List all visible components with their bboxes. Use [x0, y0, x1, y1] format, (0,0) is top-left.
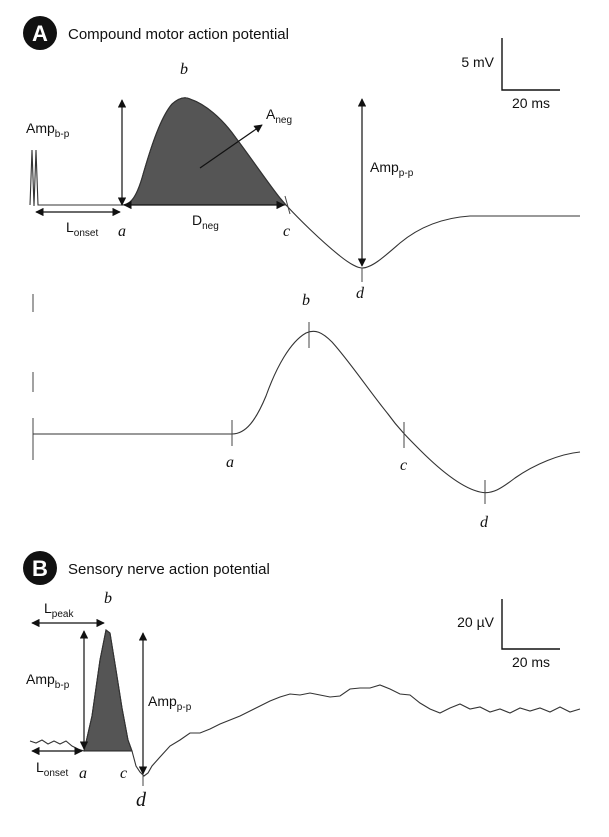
panel-a-scale-x: 20 ms — [511, 95, 551, 111]
panel-b-amp-bp-label: Amp$_{b-p}$ — [26, 671, 70, 691]
panel-a-negative-area — [122, 98, 286, 205]
panel-b-point-a: a — [79, 765, 87, 782]
panel-a-cmap-trace — [30, 98, 580, 268]
panel-a2-point-b: b — [302, 292, 310, 309]
panel-b-scale-x: 20 ms — [511, 654, 551, 670]
panel-a-onset-label: $L_{onset}$ — [66, 219, 99, 239]
panel-a-dneg-label: $D_{neg}$ — [192, 212, 219, 232]
panel-a-scale-bar — [461, 38, 560, 111]
panel-b-scale-bar — [457, 599, 560, 670]
panel-b — [23, 551, 580, 811]
panel-b-onset-label: $L_{onset}$ — [36, 759, 69, 779]
panel-a2-point-a: a — [226, 454, 234, 471]
panel-b-point-c: c — [120, 765, 128, 782]
panel-a-second-trace-group — [33, 292, 580, 531]
panel-a-scale-lines — [502, 38, 560, 90]
panel-b-scale-y: 20 µV — [457, 614, 494, 630]
panel-a-title: Compound motor action potential — [68, 26, 289, 43]
panel-a2-point-d: d — [480, 514, 488, 531]
panel-b-point-d: d — [136, 789, 146, 811]
panel-a-aneg-label: $A_{neg}$ — [266, 106, 293, 126]
panel-a-point-c: c — [283, 223, 291, 240]
panel-a — [23, 16, 580, 302]
panel-b-title: Sensory nerve action potential — [68, 561, 270, 578]
panel-b-point-b: b — [104, 590, 112, 607]
panel-a-amp-bp-label: Amp$_{b-p}$ — [26, 120, 70, 140]
panel-b-shaded-area — [84, 630, 132, 751]
panel-a-point-a: a — [118, 223, 126, 240]
panel-b-letter: B — [32, 556, 48, 581]
panel-a-scale-y: 5 mV — [461, 54, 494, 70]
panel-a-point-b: b — [180, 61, 188, 78]
panel-b-amp-pp-label: Amp$_{p-p}$ — [148, 693, 192, 713]
panel-a2-trace — [33, 331, 580, 492]
panel-b-peak-label: $L_{peak}$ — [44, 600, 74, 620]
panel-a-letter: A — [32, 21, 48, 46]
panel-b-scale-lines — [502, 599, 560, 649]
panel-a2-point-c: c — [400, 457, 408, 474]
panel-a-amp-pp-label: Amp$_{p-p}$ — [370, 159, 414, 179]
panel-a-point-d: d — [356, 285, 364, 302]
